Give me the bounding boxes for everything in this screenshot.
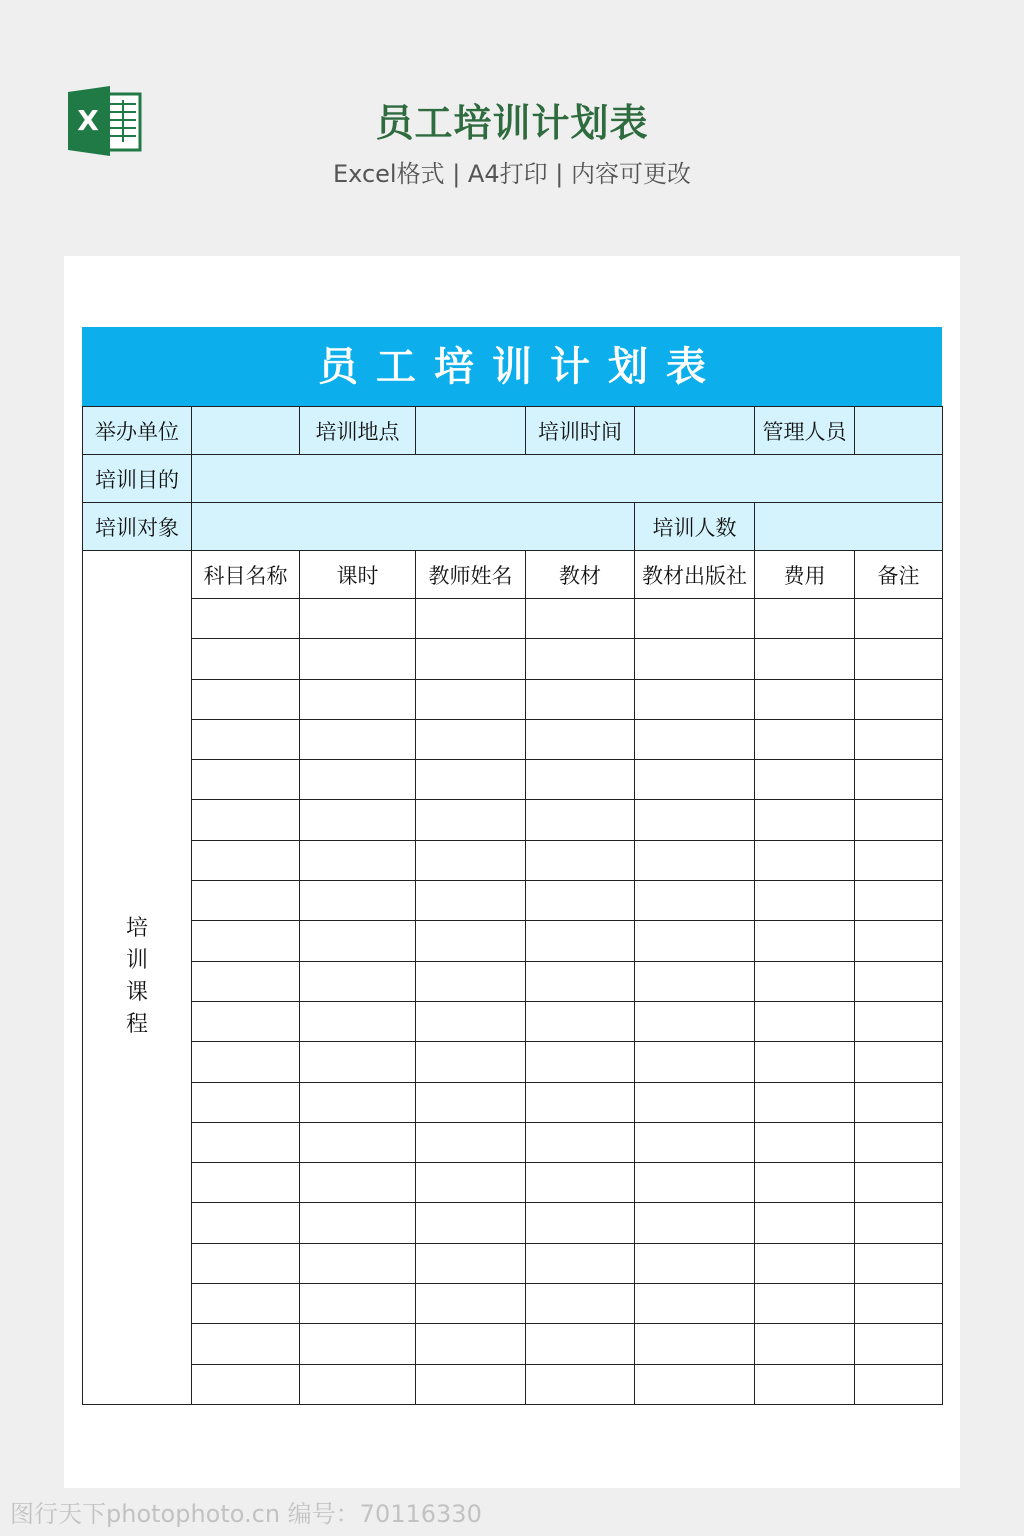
course-cell[interactable] [526, 840, 635, 880]
info-row-3 [83, 503, 943, 551]
course-cell[interactable] [855, 1001, 943, 1041]
course-cell[interactable] [192, 840, 300, 880]
course-cell[interactable] [300, 599, 416, 639]
table-row [83, 679, 943, 719]
course-cell[interactable] [855, 1364, 943, 1404]
course-cell[interactable] [755, 1243, 855, 1283]
course-cell[interactable] [416, 1284, 526, 1324]
watermark-text: 图行天下photophoto.cn 编号：70116330 [10, 1500, 482, 1528]
course-cell[interactable] [755, 881, 855, 921]
course-cell[interactable] [526, 679, 635, 719]
course-cell[interactable] [855, 1203, 943, 1243]
course-cell[interactable] [635, 1203, 755, 1243]
course-cell[interactable] [635, 800, 755, 840]
course-cell[interactable] [755, 1364, 855, 1404]
col-class-hours: 课时 [300, 551, 416, 599]
table-row [83, 1122, 943, 1162]
table-row [83, 1203, 943, 1243]
course-cell[interactable] [192, 1042, 300, 1082]
course-cell[interactable] [192, 1203, 300, 1243]
course-cell[interactable] [416, 1364, 526, 1404]
course-cell[interactable] [416, 1122, 526, 1162]
table-row [83, 1163, 943, 1203]
course-cell[interactable] [755, 1203, 855, 1243]
course-cell[interactable] [635, 1324, 755, 1364]
manager-cell[interactable] [855, 407, 943, 455]
course-cell[interactable] [855, 921, 943, 961]
table-row [83, 719, 943, 759]
course-cell[interactable] [635, 1284, 755, 1324]
course-cell[interactable] [855, 1243, 943, 1283]
course-cell[interactable] [416, 840, 526, 880]
course-cell[interactable] [300, 1122, 416, 1162]
course-cell[interactable] [526, 760, 635, 800]
col-teacher-name: 教师姓名 [416, 551, 526, 599]
course-cell[interactable] [635, 1243, 755, 1283]
table-row [83, 599, 943, 639]
training-course-text: 培训课程 [125, 916, 148, 1038]
label-host-unit: 举办单位 [83, 407, 192, 455]
course-cell[interactable] [526, 1243, 635, 1283]
col-remarks: 备注 [855, 551, 943, 599]
svg-text:X: X [77, 104, 99, 137]
course-cell[interactable] [755, 800, 855, 840]
course-cell[interactable] [855, 1324, 943, 1364]
course-cell[interactable] [526, 1284, 635, 1324]
course-cell[interactable] [416, 1243, 526, 1283]
training-location-cell[interactable] [416, 407, 526, 455]
course-cell[interactable] [855, 1284, 943, 1324]
course-cell[interactable] [416, 961, 526, 1001]
course-cell[interactable] [855, 1122, 943, 1162]
course-cell[interactable] [635, 760, 755, 800]
course-cell[interactable] [300, 1163, 416, 1203]
course-cell[interactable] [416, 1324, 526, 1364]
course-cell[interactable] [416, 599, 526, 639]
table-row [83, 760, 943, 800]
course-cell[interactable] [300, 679, 416, 719]
course-cell[interactable] [855, 679, 943, 719]
course-cell[interactable] [192, 1122, 300, 1162]
course-cell[interactable] [192, 719, 300, 759]
course-cell[interactable] [855, 1163, 943, 1203]
course-cell[interactable] [192, 921, 300, 961]
course-cell[interactable] [855, 639, 943, 679]
course-cell[interactable] [855, 840, 943, 880]
page-subtitle: Excel格式 | A4打印 | 内容可更改 [333, 160, 691, 188]
table-row [83, 1001, 943, 1041]
table-row [83, 1243, 943, 1283]
course-cell[interactable] [300, 1203, 416, 1243]
course-cell[interactable] [300, 840, 416, 880]
course-cell[interactable] [635, 921, 755, 961]
course-cell[interactable] [416, 800, 526, 840]
table-row [83, 639, 943, 679]
course-cell[interactable] [192, 881, 300, 921]
course-cell[interactable] [526, 1203, 635, 1243]
course-cell[interactable] [526, 1364, 635, 1404]
course-cell[interactable] [300, 800, 416, 840]
course-cell[interactable] [755, 679, 855, 719]
course-cell[interactable] [300, 921, 416, 961]
course-cell[interactable] [755, 599, 855, 639]
info-row-2 [83, 455, 943, 503]
course-cell[interactable] [416, 1203, 526, 1243]
course-cell[interactable] [300, 1364, 416, 1404]
training-time-cell[interactable] [635, 407, 755, 455]
course-cell[interactable] [755, 760, 855, 800]
trainee-count-cell[interactable] [755, 503, 943, 551]
info-row-1 [83, 407, 943, 455]
course-cell[interactable] [755, 1163, 855, 1203]
training-purpose-cell[interactable] [192, 455, 943, 503]
course-cell[interactable] [416, 1082, 526, 1122]
table-row [83, 1042, 943, 1082]
col-cost: 费用 [755, 551, 855, 599]
label-trainee-count: 培训人数 [635, 503, 755, 551]
course-cell[interactable] [192, 1324, 300, 1364]
course-cell[interactable] [526, 719, 635, 759]
course-cell[interactable] [635, 961, 755, 1001]
course-cell[interactable] [755, 961, 855, 1001]
table-row [83, 881, 943, 921]
course-cell[interactable] [635, 840, 755, 880]
course-cell[interactable] [635, 1364, 755, 1404]
table-row [83, 1284, 943, 1324]
course-cell[interactable] [755, 1042, 855, 1082]
course-cell[interactable] [416, 1163, 526, 1203]
course-cell[interactable] [300, 881, 416, 921]
course-cell[interactable] [300, 1284, 416, 1324]
course-cell[interactable] [300, 961, 416, 1001]
table-row [83, 1364, 943, 1404]
course-cell[interactable] [300, 1001, 416, 1041]
course-cell[interactable] [416, 760, 526, 800]
course-cell[interactable] [635, 1001, 755, 1041]
course-cell[interactable] [416, 1042, 526, 1082]
course-cell[interactable] [855, 1042, 943, 1082]
course-cell[interactable] [855, 599, 943, 639]
course-cell[interactable] [192, 1284, 300, 1324]
course-cell[interactable] [635, 1042, 755, 1082]
course-cell[interactable] [416, 881, 526, 921]
col-textbook-publisher: 教材出版社 [635, 551, 755, 599]
course-cell[interactable] [192, 961, 300, 1001]
label-training-purpose: 培训目的 [83, 455, 192, 503]
course-cell[interactable] [192, 1001, 300, 1041]
course-cell[interactable] [526, 639, 635, 679]
training-plan-form [82, 327, 942, 1408]
label-training-course [83, 551, 192, 1405]
course-cell[interactable] [300, 639, 416, 679]
course-cell[interactable] [192, 599, 300, 639]
course-cell[interactable] [526, 881, 635, 921]
course-cell[interactable] [300, 1042, 416, 1082]
course-cell[interactable] [192, 800, 300, 840]
course-cell[interactable] [416, 1001, 526, 1041]
label-training-target: 培训对象 [83, 503, 192, 551]
course-cell[interactable] [300, 1243, 416, 1283]
course-cell[interactable] [755, 1122, 855, 1162]
label-manager: 管理人员 [755, 407, 855, 455]
course-cell[interactable] [416, 921, 526, 961]
course-cell[interactable] [192, 1082, 300, 1122]
course-cell[interactable] [855, 760, 943, 800]
course-cell[interactable] [635, 719, 755, 759]
table-row [83, 1082, 943, 1122]
course-cell[interactable] [192, 1243, 300, 1283]
course-cell[interactable] [755, 1284, 855, 1324]
course-cell[interactable] [755, 719, 855, 759]
form-banner-title: 员工培训计划表 [82, 327, 942, 407]
course-cell[interactable] [755, 639, 855, 679]
course-cell[interactable] [526, 1163, 635, 1203]
course-cell[interactable] [300, 1324, 416, 1364]
course-cell[interactable] [755, 1324, 855, 1364]
course-cell[interactable] [192, 1163, 300, 1203]
course-cell[interactable] [526, 1324, 635, 1364]
course-cell[interactable] [526, 1042, 635, 1082]
course-cell[interactable] [416, 679, 526, 719]
label-training-time: 培训时间 [526, 407, 635, 455]
table-row [83, 1324, 943, 1364]
course-cell[interactable] [192, 679, 300, 719]
table-row [83, 840, 943, 880]
course-cell[interactable] [755, 1082, 855, 1122]
course-cell[interactable] [755, 921, 855, 961]
form-table [82, 406, 943, 1405]
course-cell[interactable] [635, 881, 755, 921]
course-cell[interactable] [635, 679, 755, 719]
table-row [83, 921, 943, 961]
course-cell[interactable] [526, 961, 635, 1001]
course-cell[interactable] [635, 1122, 755, 1162]
host-unit-cell[interactable] [192, 407, 300, 455]
course-cell[interactable] [300, 760, 416, 800]
course-cell[interactable] [755, 1001, 855, 1041]
course-cell[interactable] [855, 800, 943, 840]
course-cell[interactable] [526, 1001, 635, 1041]
course-cell[interactable] [192, 1364, 300, 1404]
col-subject-name: 科目名称 [192, 551, 300, 599]
course-cell[interactable] [635, 1163, 755, 1203]
course-cell[interactable] [526, 599, 635, 639]
course-cell[interactable] [526, 800, 635, 840]
col-textbook: 教材 [526, 551, 635, 599]
table-row [83, 961, 943, 1001]
course-cell[interactable] [755, 840, 855, 880]
label-training-location: 培训地点 [300, 407, 416, 455]
table-row [83, 800, 943, 840]
course-cell[interactable] [526, 921, 635, 961]
course-cell[interactable] [300, 1082, 416, 1122]
page-title: 员工培训计划表 [375, 101, 649, 145]
course-cell[interactable] [855, 881, 943, 921]
course-cell[interactable] [192, 639, 300, 679]
course-cell[interactable] [416, 639, 526, 679]
course-cell[interactable] [192, 760, 300, 800]
course-cell[interactable] [526, 1122, 635, 1162]
course-cell[interactable] [855, 719, 943, 759]
course-cell[interactable] [416, 719, 526, 759]
training-target-cell[interactable] [192, 503, 635, 551]
course-cell[interactable] [526, 1082, 635, 1122]
course-cell[interactable] [300, 719, 416, 759]
course-cell[interactable] [635, 1082, 755, 1122]
course-cell[interactable] [855, 961, 943, 1001]
course-cell[interactable] [855, 1082, 943, 1122]
course-header-row [83, 551, 943, 599]
course-cell[interactable] [635, 599, 755, 639]
course-cell[interactable] [635, 639, 755, 679]
